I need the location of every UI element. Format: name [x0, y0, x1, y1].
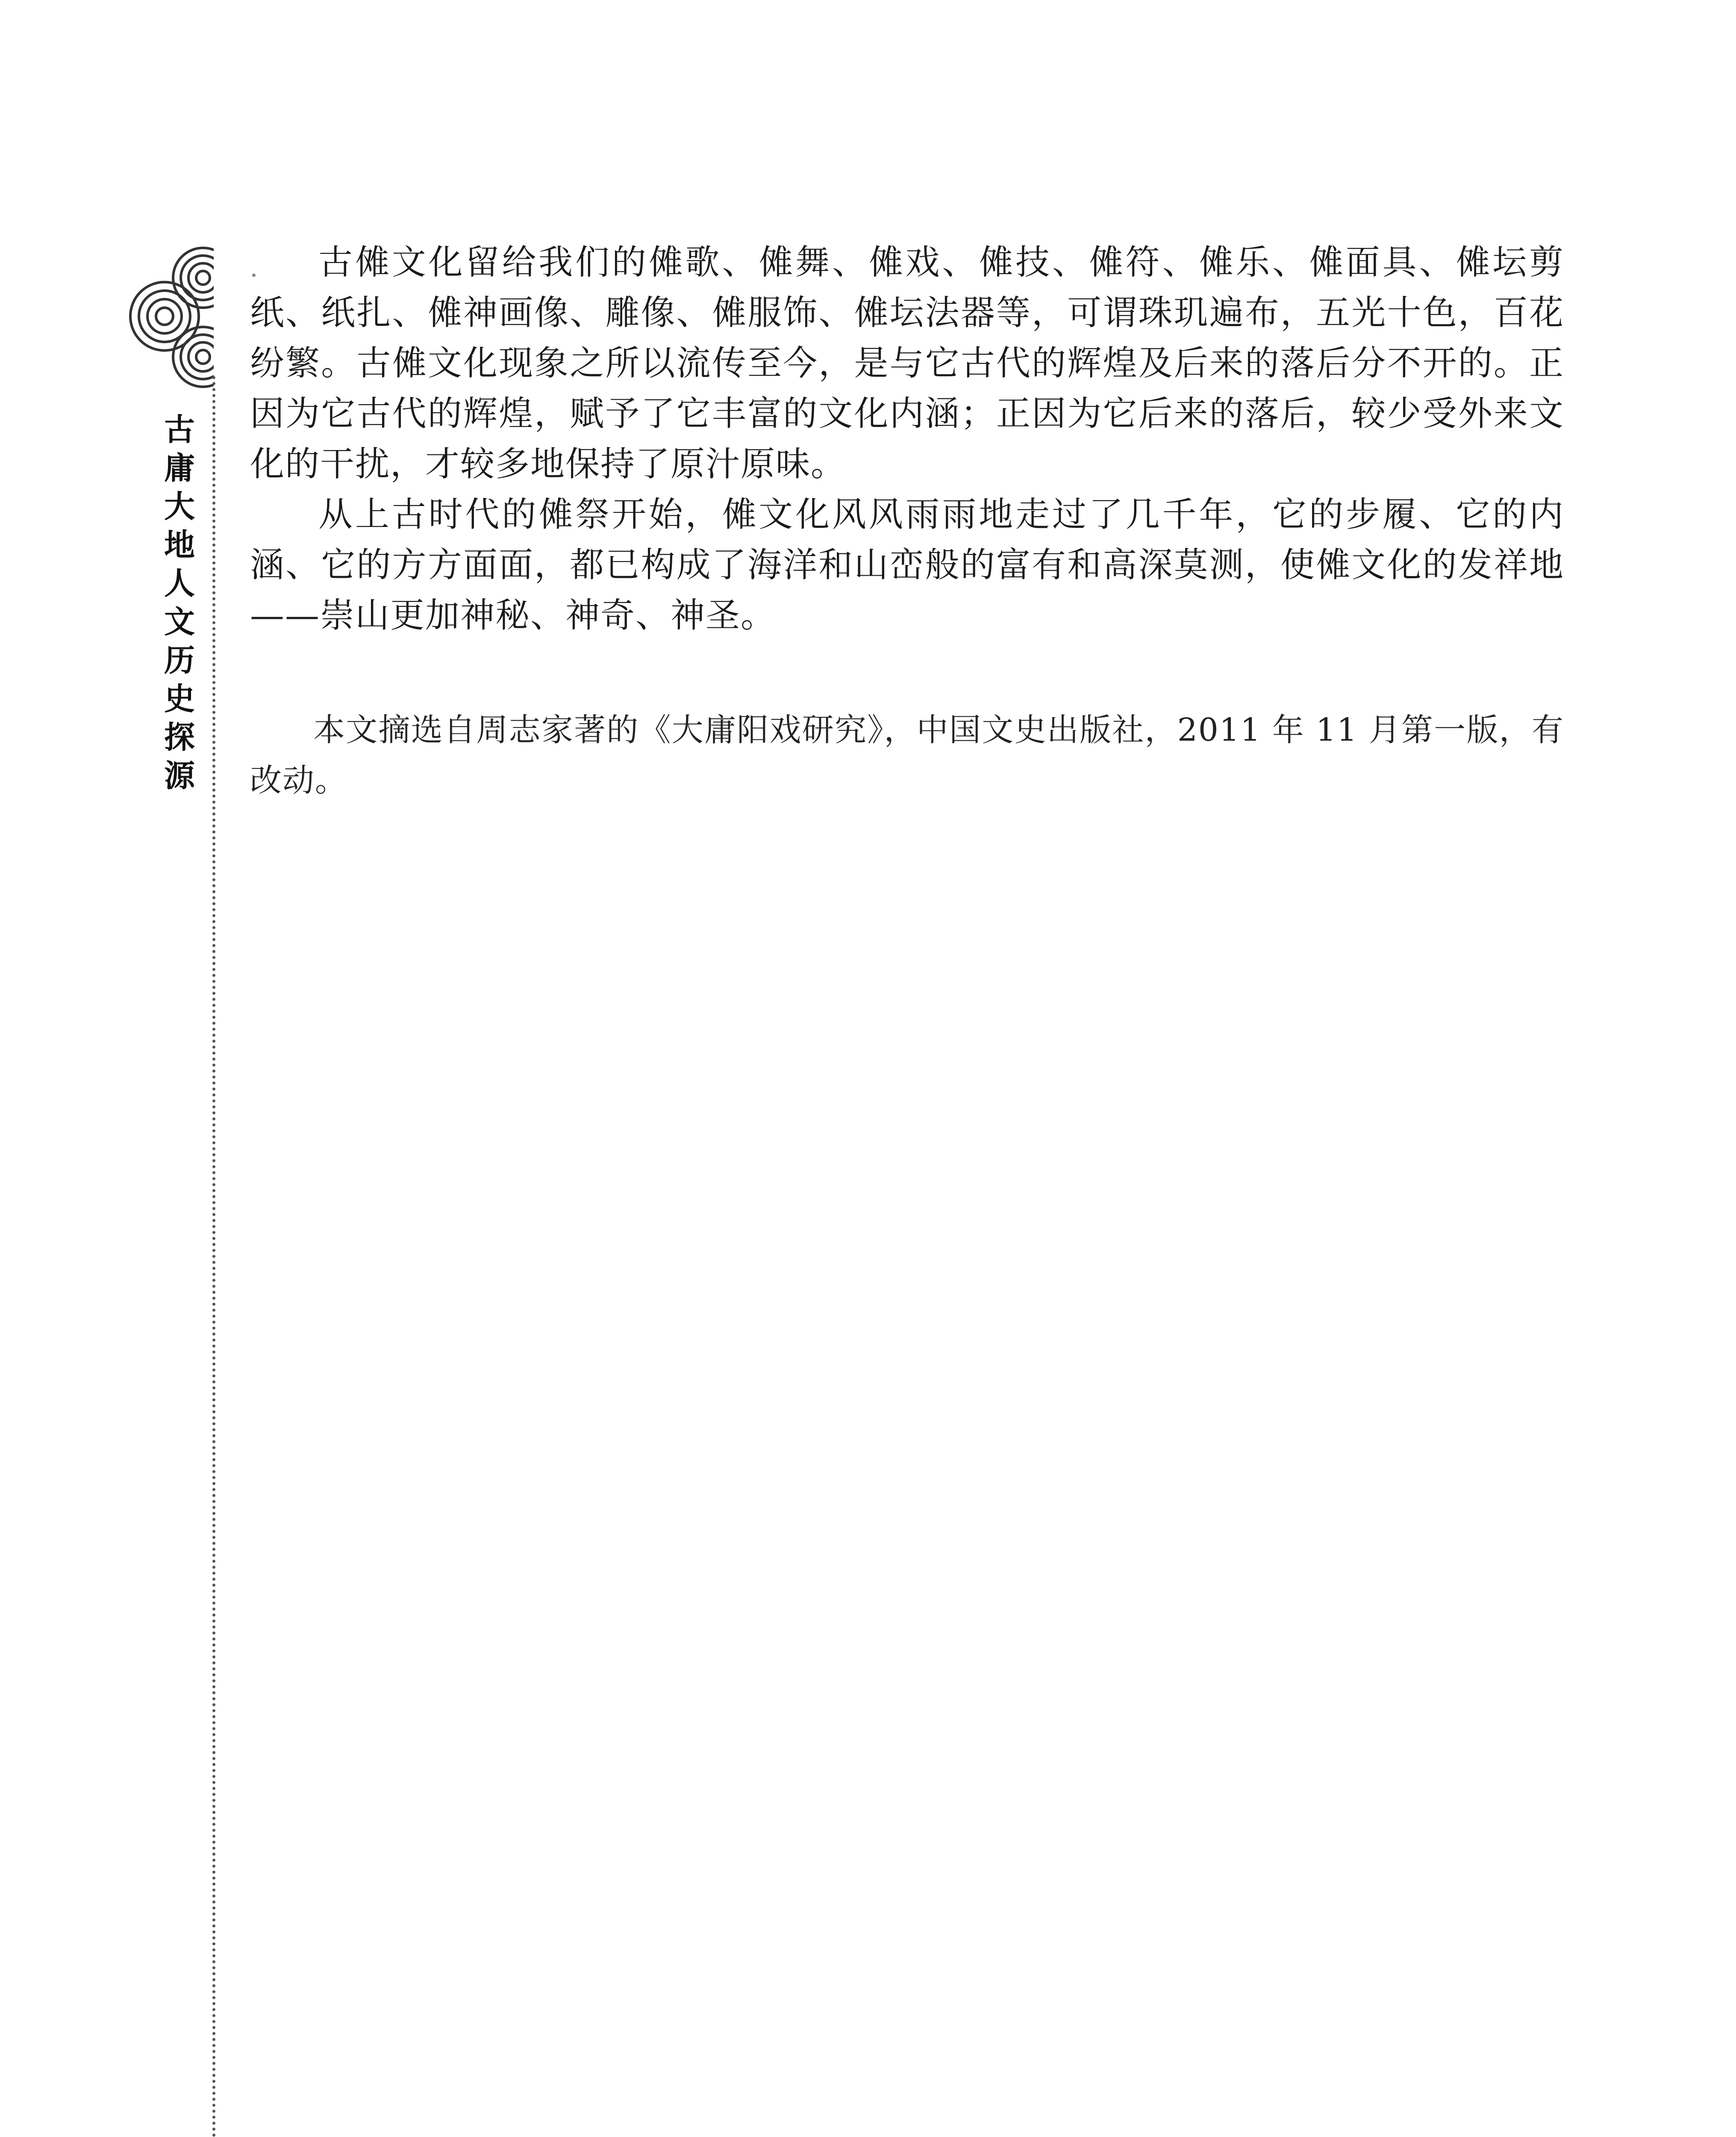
title-char: 源 — [164, 758, 195, 794]
title-char: 大 — [164, 489, 195, 524]
margin-dotted-rule — [212, 376, 215, 2137]
title-char: 史 — [164, 681, 195, 717]
vertical-book-title — [158, 410, 201, 795]
title-char: 古 — [164, 412, 195, 447]
body-text — [250, 237, 1564, 806]
title-char: 地 — [164, 527, 195, 563]
source-note: 本文摘选自周志家著的《大庸阳戏研究》，中国文史出版社，2011 年 11 月第一版，有改动。 — [250, 712, 1564, 799]
title-char: 庸 — [164, 450, 195, 486]
title-char: 文 — [164, 604, 195, 640]
paragraph-2: 从上古时代的傩祭开始，傩文化风风雨雨地走过了几千年，它的步履、它的内涵、它的方方面面，都已构成了海洋和山峦般的富有和高深莫测，使傩文化的发祥地——崇山更加神秘、神奇、神圣。 — [250, 495, 1564, 635]
title-char: 历 — [164, 642, 195, 678]
paragraph-1: 古傩文化留给我们的傩歌、傩舞、傩戏、傩技、傩符、傩乐、傩面具、傩坛剪纸、纸扎、傩神画像、雕像、傩服饰、傩坛法器等，可谓珠玑遍布，五光十色，百花纷繁。古傩文化现象之所以流传至今，是与它古代的辉煌及后来的落后分不开的。正因为它古代的辉煌，赋予了它丰富的文化内涵；正因为它后来的落后，较少受外来文化的干扰，才较多地保持了原汁原味。 — [250, 242, 1564, 484]
spiral-ornament-icon — [128, 239, 222, 393]
title-char: 探 — [164, 719, 195, 755]
title-char: 人 — [164, 565, 195, 601]
